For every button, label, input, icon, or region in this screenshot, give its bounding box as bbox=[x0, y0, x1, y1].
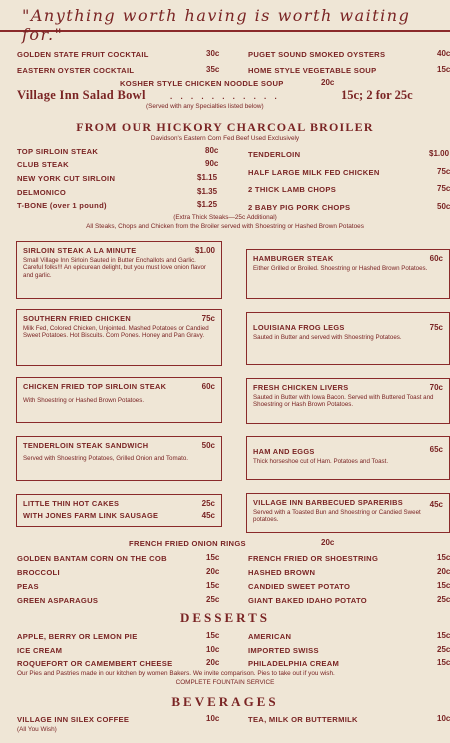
desserts-title: DESSERTS bbox=[179, 610, 271, 625]
menu-item-name: 2 BABY PIG PORK CHOPS bbox=[248, 203, 351, 212]
special-name: CHICKEN FRIED TOP SIRLOIN STEAK bbox=[23, 382, 167, 391]
special-box bbox=[16, 436, 222, 481]
menu-item-name: TOP SIRLOIN STEAK bbox=[17, 147, 99, 156]
menu-item-name: GOLDEN STATE FRUIT COCKTAIL bbox=[17, 50, 149, 59]
menu-item-price: 75c bbox=[437, 167, 450, 176]
menu-item-price: 10c bbox=[206, 714, 220, 723]
menu-item-name: PUGET SOUND SMOKED OYSTERS bbox=[248, 50, 386, 59]
menu-item-price: 20c bbox=[321, 538, 335, 547]
menu-item-price: 75c bbox=[437, 184, 450, 193]
menu-item-name: PEAS bbox=[17, 582, 39, 591]
menu-item-price: $1.35 bbox=[197, 187, 218, 196]
special-name: LOUISIANA FROG LEGS bbox=[253, 323, 345, 332]
special-desc: Either Grilled or Broiled. Shoestring or Hashed Brown Potatoes. bbox=[253, 265, 428, 272]
menu-item-price: 20c bbox=[437, 567, 450, 576]
menu-item-name: ICE CREAM bbox=[17, 646, 63, 655]
menu-item-price: 20c bbox=[206, 658, 220, 667]
menu-header bbox=[0, 0, 450, 44]
menu-item-name: KOSHER STYLE CHICKEN NOODLE SOUP bbox=[120, 79, 284, 88]
menu-item-price: 90c bbox=[205, 159, 219, 168]
special-box bbox=[16, 494, 222, 527]
special-desc: Served with a Toasted Bun and Shoestring or Candied Sweet potatoes. bbox=[253, 509, 421, 524]
menu-item-price: 15c bbox=[437, 631, 450, 640]
broiler-title: FROM OUR HICKORY CHARCOAL BROILER bbox=[76, 120, 374, 134]
broiler-note-extra: (Extra Thick Steaks—25c Additional) bbox=[173, 214, 277, 221]
menu-item-name: TENDERLOIN bbox=[248, 150, 301, 159]
menu-item-name: VILLAGE INN SILEX COFFEE bbox=[17, 715, 130, 724]
salad-bowl-price: 15c; 2 for 25c bbox=[341, 88, 413, 102]
header-tagline: "Anything worth having is worth waiting for." bbox=[22, 6, 411, 44]
menu-item-price: 35c bbox=[206, 65, 220, 74]
menu-item-name: GREEN ASPARAGUS bbox=[17, 596, 99, 605]
special-price: 60c bbox=[201, 382, 215, 391]
special-price: 45c bbox=[429, 500, 443, 509]
menu-item-price: 20c bbox=[321, 78, 335, 87]
special-name: SIRLOIN STEAK A LA MINUTE bbox=[23, 246, 137, 255]
menu-item-name: FRENCH FRIED ONION RINGS bbox=[129, 539, 246, 548]
special-price: $1.00 bbox=[194, 246, 215, 255]
menu-item-name: GIANT BAKED IDAHO POTATO bbox=[248, 596, 367, 605]
special-price: 50c bbox=[201, 441, 215, 450]
menu-item-name: ROQUEFORT OR CAMEMBERT CHEESE bbox=[17, 659, 173, 668]
special-desc: Thick horseshoe cut of Ham. Potatoes and Toast. bbox=[253, 458, 389, 465]
special-price: 70c bbox=[429, 383, 443, 392]
special-box bbox=[246, 436, 450, 480]
special-name: WITH JONES FARM LINK SAUSAGE bbox=[23, 511, 159, 520]
menu-item-name: DELMONICO bbox=[17, 188, 67, 197]
menu-item-price: $1.00 bbox=[429, 149, 450, 158]
special-desc: Small Village Inn Sirloin Sauted in Butter Enchallots and Garlic. Careful folks!!! An epicurean delight, but you must love onion flavor and garlic. bbox=[23, 257, 206, 279]
beverages-title: BEVERAGES bbox=[171, 694, 279, 709]
special-box bbox=[246, 493, 450, 533]
menu-item-price: 15c bbox=[437, 553, 450, 562]
menu-item-name: FRENCH FRIED OR SHOESTRING bbox=[248, 554, 379, 563]
menu-item-name: IMPORTED SWISS bbox=[248, 646, 319, 655]
special-name: SOUTHERN FRIED CHICKEN bbox=[23, 314, 132, 323]
menu-item-price: 15c bbox=[206, 553, 220, 562]
menu-item-price: 80c bbox=[205, 146, 219, 155]
menu-item-name: HOME STYLE VEGETABLE SOUP bbox=[248, 66, 377, 75]
menu-item-name: CLUB STEAK bbox=[17, 160, 69, 169]
special-price: 65c bbox=[429, 445, 443, 454]
special-box bbox=[16, 377, 222, 423]
menu-item-price: 15c bbox=[206, 581, 220, 590]
special-name: HAM AND EGGS bbox=[253, 447, 315, 456]
special-box bbox=[246, 312, 450, 365]
menu-item-price: 15c bbox=[437, 658, 450, 667]
menu-item-price: $1.25 bbox=[197, 200, 218, 209]
special-price: 60c bbox=[429, 254, 443, 263]
special-price: 45c bbox=[201, 511, 215, 520]
special-desc: Sauted in Butter and served with Shoestring Potatoes. bbox=[253, 334, 402, 341]
special-box bbox=[16, 241, 222, 299]
special-name: HAMBURGER STEAK bbox=[253, 254, 334, 263]
special-desc: Sauted in Butter with Iowa Bacon. Served with Buttered Toast and Shoestring or Hash Brown Potatoes. bbox=[253, 394, 434, 409]
menu-item-price: 25c bbox=[437, 645, 450, 654]
dot-leader: . . . . . . . . . . . bbox=[170, 92, 280, 101]
special-price: 75c bbox=[201, 314, 215, 323]
menu-item-name: BROCCOLI bbox=[17, 568, 60, 577]
salad-bowl-note: (Served with any Specialties listed below) bbox=[146, 103, 264, 110]
menu-item-price: 20c bbox=[206, 567, 220, 576]
special-name: VILLAGE INN BARBECUED SPARERIBS bbox=[253, 498, 404, 507]
special-desc: Served with Shoestring Potatoes, Grilled Onion and Tomato. bbox=[23, 455, 188, 462]
special-desc: With Shoestring or Hashed Brown Potatoes. bbox=[23, 397, 145, 404]
menu-item-price: 10c bbox=[437, 714, 450, 723]
special-box bbox=[246, 378, 450, 424]
special-desc: Milk Fed, Colored Chicken, Unjointed. Mashed Potatoes or Candied Sweet Potatoes. Hot Biscuits. Corn Pones. Honey and Pan Gravy. bbox=[23, 325, 209, 340]
beverage-note: (All You Wish) bbox=[17, 726, 57, 733]
menu-item-name: 2 THICK LAMB CHOPS bbox=[248, 185, 337, 194]
broiler-note-served: All Steaks, Chops and Chicken from the Broiler served with Shoestring or Hashed Brown Potatoes bbox=[86, 223, 364, 230]
menu-item-name: NEW YORK CUT SIRLOIN bbox=[17, 174, 116, 183]
menu-item-name: APPLE, BERRY OR LEMON PIE bbox=[17, 632, 138, 641]
menu-item-price: 25c bbox=[437, 595, 450, 604]
menu-item-price: 10c bbox=[206, 645, 220, 654]
special-box bbox=[16, 309, 222, 366]
special-box bbox=[246, 249, 450, 299]
menu-item-price: 30c bbox=[206, 49, 220, 58]
special-name: LITTLE THIN HOT CAKES bbox=[23, 499, 120, 508]
menu-item-price: 15c bbox=[437, 65, 450, 74]
menu-item-name: HALF LARGE MILK FED CHICKEN bbox=[248, 168, 380, 177]
menu-item-name: T-BONE (over 1 pound) bbox=[17, 201, 107, 210]
menu-item-name: PHILADELPHIA CREAM bbox=[248, 659, 340, 668]
menu-item-name: HASHED BROWN bbox=[248, 568, 316, 577]
special-price: 75c bbox=[429, 323, 443, 332]
menu-item-price: 15c bbox=[206, 631, 220, 640]
fountain-service: COMPLETE FOUNTAIN SERVICE bbox=[175, 679, 275, 686]
salad-bowl-name: Village Inn Salad Bowl bbox=[17, 88, 146, 102]
special-name: TENDERLOIN STEAK SANDWICH bbox=[23, 441, 149, 450]
menu-item-price: 50c bbox=[437, 202, 450, 211]
menu-item-name: AMERICAN bbox=[248, 632, 292, 641]
special-name: FRESH CHICKEN LIVERS bbox=[253, 383, 349, 392]
special-price: 25c bbox=[201, 499, 215, 508]
menu-item-name: GOLDEN BANTAM CORN ON THE COB bbox=[17, 554, 167, 563]
menu-item-price: 15c bbox=[437, 581, 450, 590]
menu-item-price: 25c bbox=[206, 595, 220, 604]
menu-item-name: CANDIED SWEET POTATO bbox=[248, 582, 351, 591]
menu-item-price: 40c bbox=[437, 49, 450, 58]
menu-item-name: EASTERN OYSTER COCKTAIL bbox=[17, 66, 135, 75]
desserts-note: Our Pies and Pastries made in our kitchen by women Bakers. We invite comparison. Pies to take out if you wish. bbox=[17, 670, 335, 677]
broiler-subtitle: Davidson's Eastern Corn Fed Beef Used Exclusively bbox=[150, 135, 300, 142]
menu-item-price: $1.15 bbox=[197, 173, 218, 182]
menu-item-name: TEA, MILK OR BUTTERMILK bbox=[248, 715, 358, 724]
